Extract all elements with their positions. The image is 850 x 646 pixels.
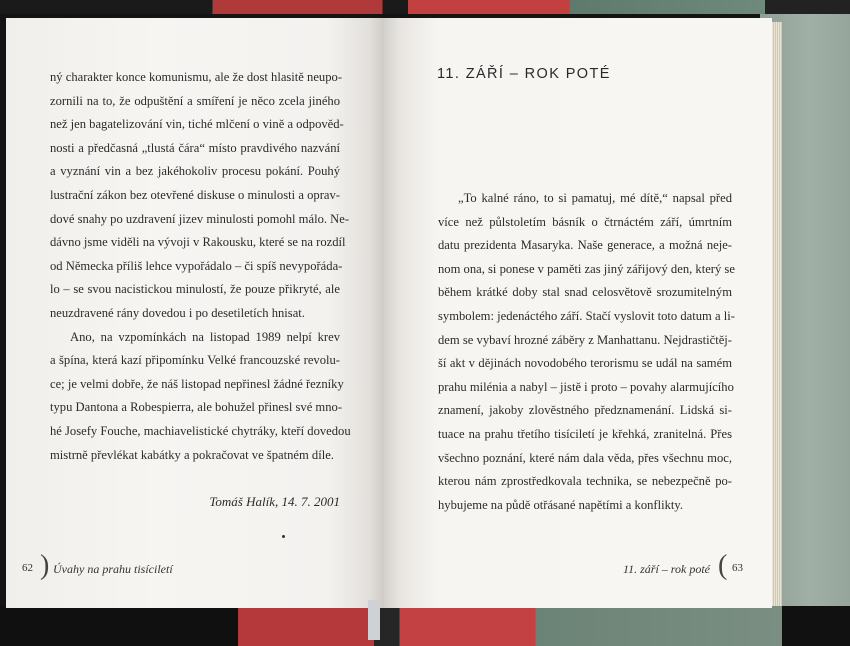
left-line: než jen bagatelizování vin, tiché mlčení o vině a odpověd-	[50, 117, 344, 132]
right-line: kterou nám zprostředkovala technika, se nebezpečně po-	[438, 474, 732, 489]
right-line: tuace na prahu třetího tisíciletí je křehká, zranitelná. Přes	[438, 426, 732, 441]
left-line: typu Dantona a Robespierra, ale bohužel přinesl své mno-	[50, 400, 343, 415]
left-line: ce; je velmi dobře, že náš listopad nepřinesl žádné řezníky	[50, 376, 344, 391]
book-cover-top-edge	[0, 0, 850, 14]
left-line: lo – se svou nacistickou minulostí, že pouze přikryté, ale	[50, 282, 340, 297]
left-line: lustrační zákon bez otevřené diskuse o minulosti a oprav-	[50, 187, 340, 202]
left-line: Ano, na vzpomínkách na listopad 1989 nelpí krev	[70, 329, 340, 344]
left-line: hé Josefy Fouche, machiavelistické chytráky, kteří dovedou	[50, 423, 351, 438]
folio-bracket-left: )	[40, 550, 50, 581]
left-line: dávno jsme viděli na vývoji v Rakousku, které se na rozdíl	[50, 235, 346, 250]
right-line: všechno poznání, které nám dala věda, přes všechnu moc,	[438, 450, 732, 465]
ornament-dot	[282, 535, 285, 538]
right-line: více než půlstoletím básník o čtrnáctém září, úmrtním	[438, 214, 732, 229]
left-line: a vyznání vin a bez jakéhokoliv procesu pokání. Pouhý	[50, 164, 340, 179]
right-page-body	[438, 187, 735, 517]
bookmark-ribbon	[368, 600, 380, 640]
right-line: znamení, jakoby zlověstného předznamenání. Lidská si-	[438, 403, 732, 418]
left-line: a špína, která kazí připomínku Velké francouzské revolu-	[50, 353, 340, 368]
folio-bracket-right: (	[718, 550, 728, 581]
book-cover-bottom-edge	[0, 606, 850, 646]
left-line: ný charakter konce komunismu, ale že dost hlasitě neupo-	[50, 70, 343, 84]
page-number-right: 63	[732, 562, 743, 574]
right-line: nom ona, si ponese v paměti zas jiný zářijový den, který se	[438, 261, 735, 276]
left-page-body	[50, 66, 351, 467]
right-line: ší akt v dějinách novodobého terorismu se udál na samém	[438, 356, 732, 371]
right-line: prahu milénia a nabyl – jistě i proto – povahy alarmujícího	[438, 379, 734, 394]
right-line: datu prezidenta Masaryka. Naše generace, a možná neje-	[438, 238, 732, 253]
left-line: mistrně převlékat kabátky a pokračovat ve špatném díle.	[50, 447, 334, 462]
author-signature: Tomáš Halík, 14. 7. 2001	[209, 494, 340, 509]
right-line: hybujeme na půdě otřásané napětími a konflikty.	[438, 497, 684, 512]
right-line: symbolem: jedenáctého září. Stačí vyslovit toto datum a li-	[438, 308, 735, 323]
right-line: během krátké doby stal snad celosvětově srozumitelným	[438, 285, 732, 300]
left-line: nosti a předčasná „tlustá čára“ místo pravdivého nazvání	[50, 140, 340, 155]
left-line: od Německa příliš lehce vypořádalo – či spíš nevypořáda-	[50, 258, 343, 273]
running-title-right: 11. září – rok poté	[623, 562, 710, 576]
left-line: dové snahy po uzdravení jizev minulosti pomohl málo. Ne-	[50, 211, 350, 226]
right-line: „To kalné ráno, to si pamatuj, mé dítě,“ napsal před	[458, 191, 732, 205]
left-line: neuzdravené rány dovedou i po desetiletích hnisat.	[50, 305, 305, 320]
chapter-heading: 11. ZÁŘÍ – ROK POTÉ	[437, 66, 611, 82]
running-title-left: Úvahy na prahu tisíciletí	[53, 562, 173, 576]
page-number-left: 62	[22, 562, 33, 574]
right-line: dem se vybaví hrozné záběry z Manhattanu. Nejdrastičtěj-	[438, 332, 732, 347]
left-line: zornili na to, že odpuštění a smíření je něco zcela jiného	[50, 93, 340, 108]
